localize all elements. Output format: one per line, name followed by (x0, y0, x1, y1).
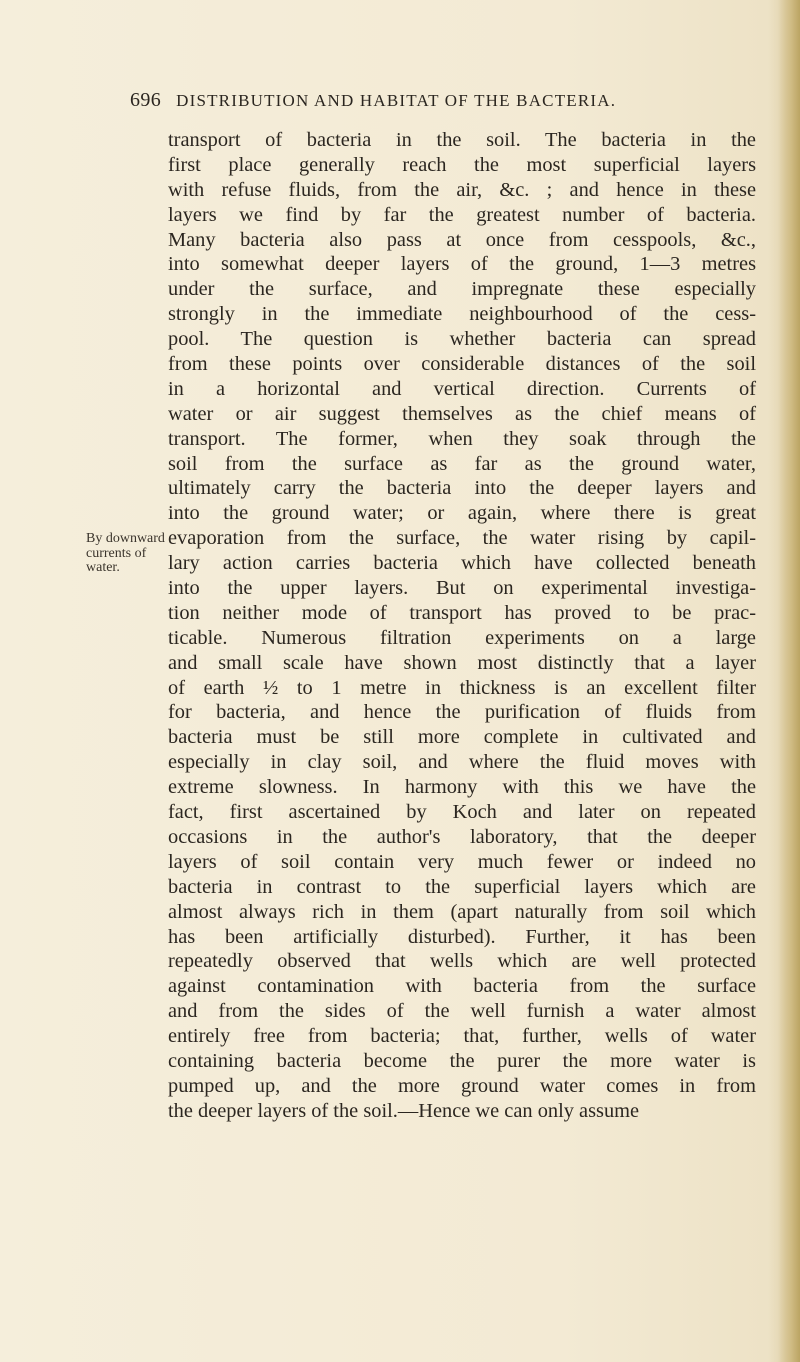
running-head (130, 89, 770, 113)
text-line: for bacteria, and hence the purification of fluids from (168, 701, 756, 724)
text-line: ultimately carry the bacteria into the deeper layers and (168, 477, 756, 500)
text-line: ticable. Numerous filtration experiments on a large (168, 626, 756, 649)
text-line: occasions in the author's laboratory, that the deeper (168, 825, 756, 848)
text-line: extreme slowness. In harmony with this we have the (168, 776, 756, 799)
text-line: fact, first ascertained by Koch and later on repeated (168, 801, 756, 824)
marginal-note-line: By downward (86, 531, 165, 546)
text-line: layers we find by far the greatest number of bacteria. (168, 203, 756, 226)
text-line: especially in clay soil, and where the fluid moves with (168, 751, 756, 774)
marginal-note-line: water. (86, 560, 120, 575)
text-line: water or air suggest themselves as the chief means of (168, 402, 756, 425)
body-paragraph (168, 128, 756, 1124)
text-line: into the upper layers. But on experimental investiga- (168, 577, 756, 600)
text-line: has been artificially disturbed). Further, it has been (168, 925, 756, 948)
text-line: and small scale have shown most distinctly that a layer (168, 651, 756, 674)
text-line: Many bacteria also pass at once from cesspools, &c., (168, 228, 756, 251)
text-line: into the ground water; or again, where there is great (168, 502, 756, 525)
text-line: bacteria in contrast to the superficial layers which are (168, 875, 756, 898)
text-line: first place generally reach the most superficial layers (168, 153, 756, 176)
text-line: lary action carries bacteria which have collected beneath (168, 552, 756, 575)
text-line: transport of bacteria in the soil. The bacteria in the (168, 129, 756, 151)
text-line: soil from the surface as far as the ground water, (168, 452, 756, 475)
text-line: tion neither mode of transport has proved to be prac- (168, 601, 756, 624)
text-line: of earth ½ to 1 metre in thickness is an excellent filter (168, 676, 756, 699)
text-line: in a horizontal and vertical direction. Currents of (168, 377, 756, 400)
running-title: DISTRIBUTION AND HABITAT OF THE BACTERIA. (176, 91, 617, 110)
text-line: pumped up, and the more ground water comes in from (168, 1074, 756, 1097)
text-line: and from the sides of the well furnish a water almost (168, 1000, 756, 1023)
text-line: transport. The former, when they soak through the (168, 427, 756, 450)
text-line: evaporation from the surface, the water rising by capil- (168, 527, 756, 550)
text-line: from these points over considerable distances of the soil (168, 353, 756, 376)
text-line: strongly in the immediate neighbourhood of the cess- (168, 303, 756, 326)
text-line: with refuse fluids, from the air, &c. ; and hence in these (168, 178, 756, 201)
text-line: pool. The question is whether bacteria can spread (168, 328, 756, 351)
marginal-note-line: currents of (86, 545, 147, 561)
text-line: entirely free from bacteria; that, further, wells of water (168, 1025, 756, 1048)
text-line: repeatedly observed that wells which are well protected (168, 950, 756, 973)
page-number: 696 (130, 89, 162, 111)
text-line: under the surface, and impregnate these especially (168, 278, 756, 301)
text-line: almost always rich in them (apart naturally from soil which (168, 900, 756, 923)
text-line: containing bacteria become the purer the more water is (168, 1049, 756, 1072)
text-line: bacteria must be still more complete in cultivated and (168, 726, 756, 749)
text-line: against contamination with bacteria from the surface (168, 975, 756, 998)
page-edge-shading (778, 0, 800, 1362)
text-line: layers of soil contain very much fewer or indeed no (168, 850, 756, 873)
text-line: the deeper layers of the soil.—Hence we can only assume (168, 1099, 640, 1122)
text-line: into somewhat deeper layers of the ground, 1—3 metres (168, 253, 756, 276)
